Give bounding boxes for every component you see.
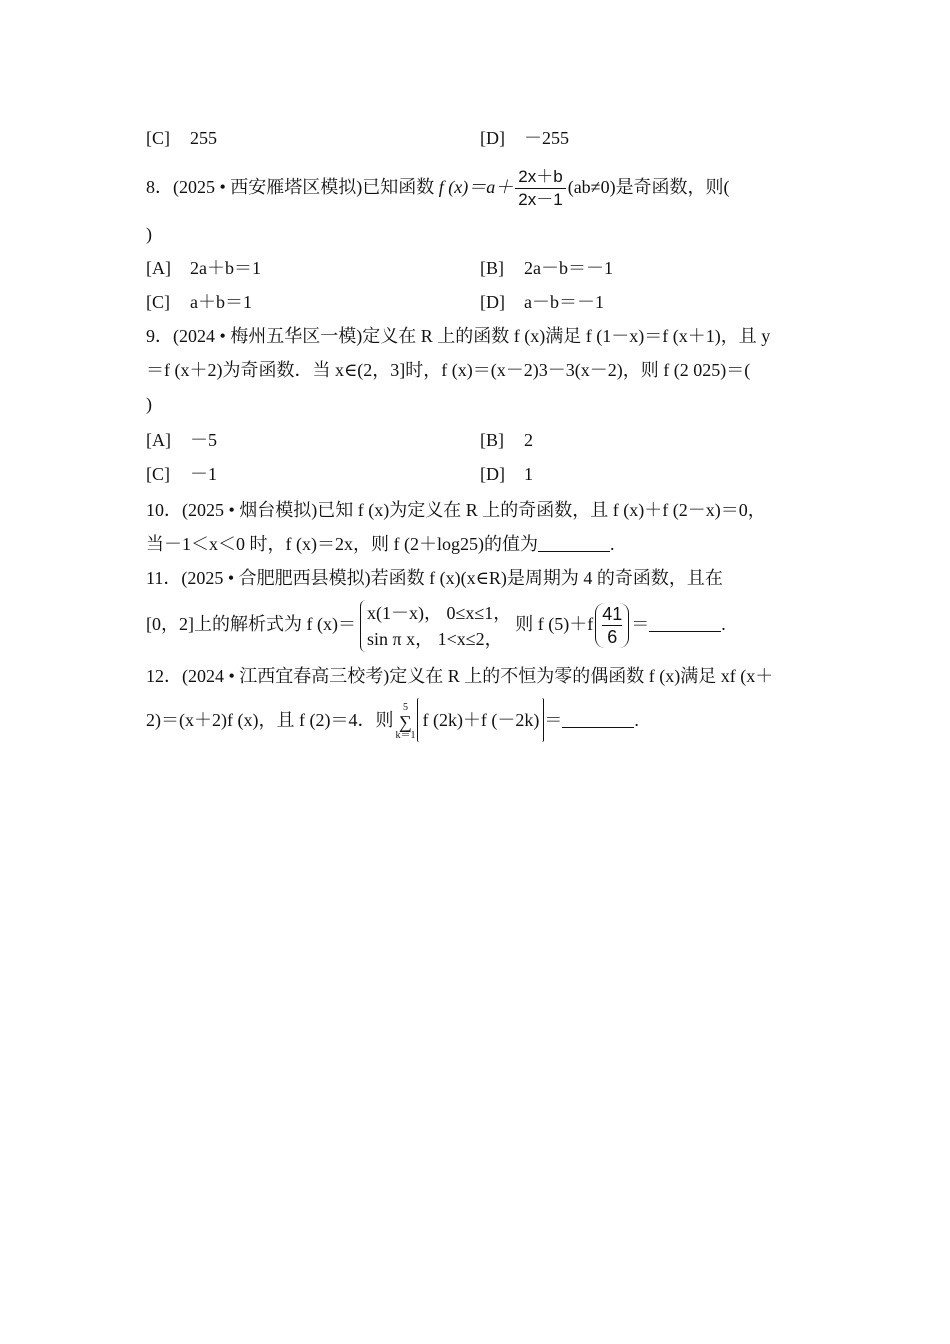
q8-frac-num: 2x＋b [515,166,565,189]
q9-option-b[interactable] [480,428,533,452]
q11-piecewise [360,600,511,652]
q8-tail: (ab≠0)是奇函数，则( [567,177,730,197]
q8-func-lhs: f (x)＝a＋ [438,177,514,197]
q12-end: . [634,710,639,730]
q8-stem [146,164,810,211]
option-label: [A] [146,430,171,450]
q8-fraction [515,166,565,211]
option-text: －1 [190,464,217,484]
q8-option-c[interactable] [146,290,252,314]
q12-sum-body: f (2k)＋f (－2k) [417,698,544,742]
option-label: [C] [146,292,170,312]
q12-line1: 12．(2024 • 江西宜春高三校考)定义在 R 上的不恒为零的偶函数 f (x)满足 xf (x＋ [146,666,774,686]
q12-answer-blank[interactable] [562,709,634,728]
q11-line1: 11．(2025 • 合肥肥西县模拟)若函数 f (x)(x∈R)是周期为 4 的奇函数，且在 [146,568,723,588]
option-text: －5 [190,430,217,450]
option-text: 2a－b＝－1 [524,258,613,278]
q11-case2: sin π x， 1<x≤2， [366,628,503,649]
q12-summation [395,701,415,743]
option-label: [D] [480,292,505,312]
q7-option-c[interactable] [146,126,217,150]
option-text: －255 [524,128,569,148]
q8-close-paren: ) [146,224,152,244]
q11-mid: 则 f (5)＋f [515,614,594,634]
q10-end: . [609,534,615,554]
q9-line1: 9．(2024 • 梅州五华区一模)定义在 R 上的函数 f (x)满足 f (1－x)＝f (x＋1)，且 y [146,326,771,346]
option-text: 2a＋b＝1 [190,258,261,278]
q10-line2-text: 当－1＜x＜0 时，f (x)＝2x，则 f (2＋log25)的值为 [146,534,538,554]
q8-head: 8．(2025 • 西安雁塔区模拟)已知函数 [146,177,435,197]
q12-eq: ＝ [544,710,563,730]
q11-end: . [721,614,726,634]
option-label: [D] [480,464,505,484]
q10-answer-blank[interactable] [538,533,610,552]
option-text: 2 [524,430,533,450]
q8-option-b[interactable] [480,256,613,280]
option-label: [C] [146,464,170,484]
option-label: [B] [480,430,504,450]
option-label: [A] [146,258,171,278]
q11-fraction [595,603,629,648]
q8-option-d[interactable] [480,290,604,314]
q7-option-d[interactable] [480,126,569,150]
option-text: 1 [524,464,533,484]
q11-eq: ＝ [631,614,650,634]
q11-line2 [146,598,810,652]
q11-line2-head: [0，2]上的解析式为 f (x)＝ [146,614,356,634]
q12-line2 [146,698,810,743]
q9-close-paren: ) [146,394,152,414]
q11-case1: x(1－x)， 0≤x≤1， [366,602,512,623]
q9-option-a[interactable] [146,428,217,452]
q12-line2-head: 2)＝(x＋2)f (x)，且 f (2)＝4．则 [146,710,394,730]
q12-sum-top: 5 [402,701,408,713]
q9-option-d[interactable] [480,462,533,486]
option-text: 255 [190,128,217,148]
q11-frac-num: 41 [602,604,623,625]
option-label: [B] [480,258,504,278]
q10-line1: 10．(2025 • 烟台模拟)已知 f (x)为定义在 R 上的奇函数，且 f (x)＋f (2－x)＝0， [146,500,766,520]
option-label: [C] [146,128,170,148]
q9-line2: ＝f (x＋2)为奇函数．当 x∈(2，3]时，f (x)＝(x－2)3－3(x－2)，则 f (2 025)＝( [146,360,751,380]
q12-sum-bottom: k＝1 [395,729,416,741]
q12-sum-sigma: ∑ [399,711,412,732]
q9-option-c[interactable] [146,462,217,486]
q8-frac-den: 2x－1 [518,190,563,210]
q11-answer-blank[interactable] [649,613,721,632]
option-label: [D] [480,128,505,148]
q11-frac-den: 6 [607,627,618,648]
q10-line2 [146,532,810,556]
option-text: a－b＝－1 [524,292,604,312]
option-text: a＋b＝1 [190,292,252,312]
q8-option-a[interactable] [146,256,261,280]
